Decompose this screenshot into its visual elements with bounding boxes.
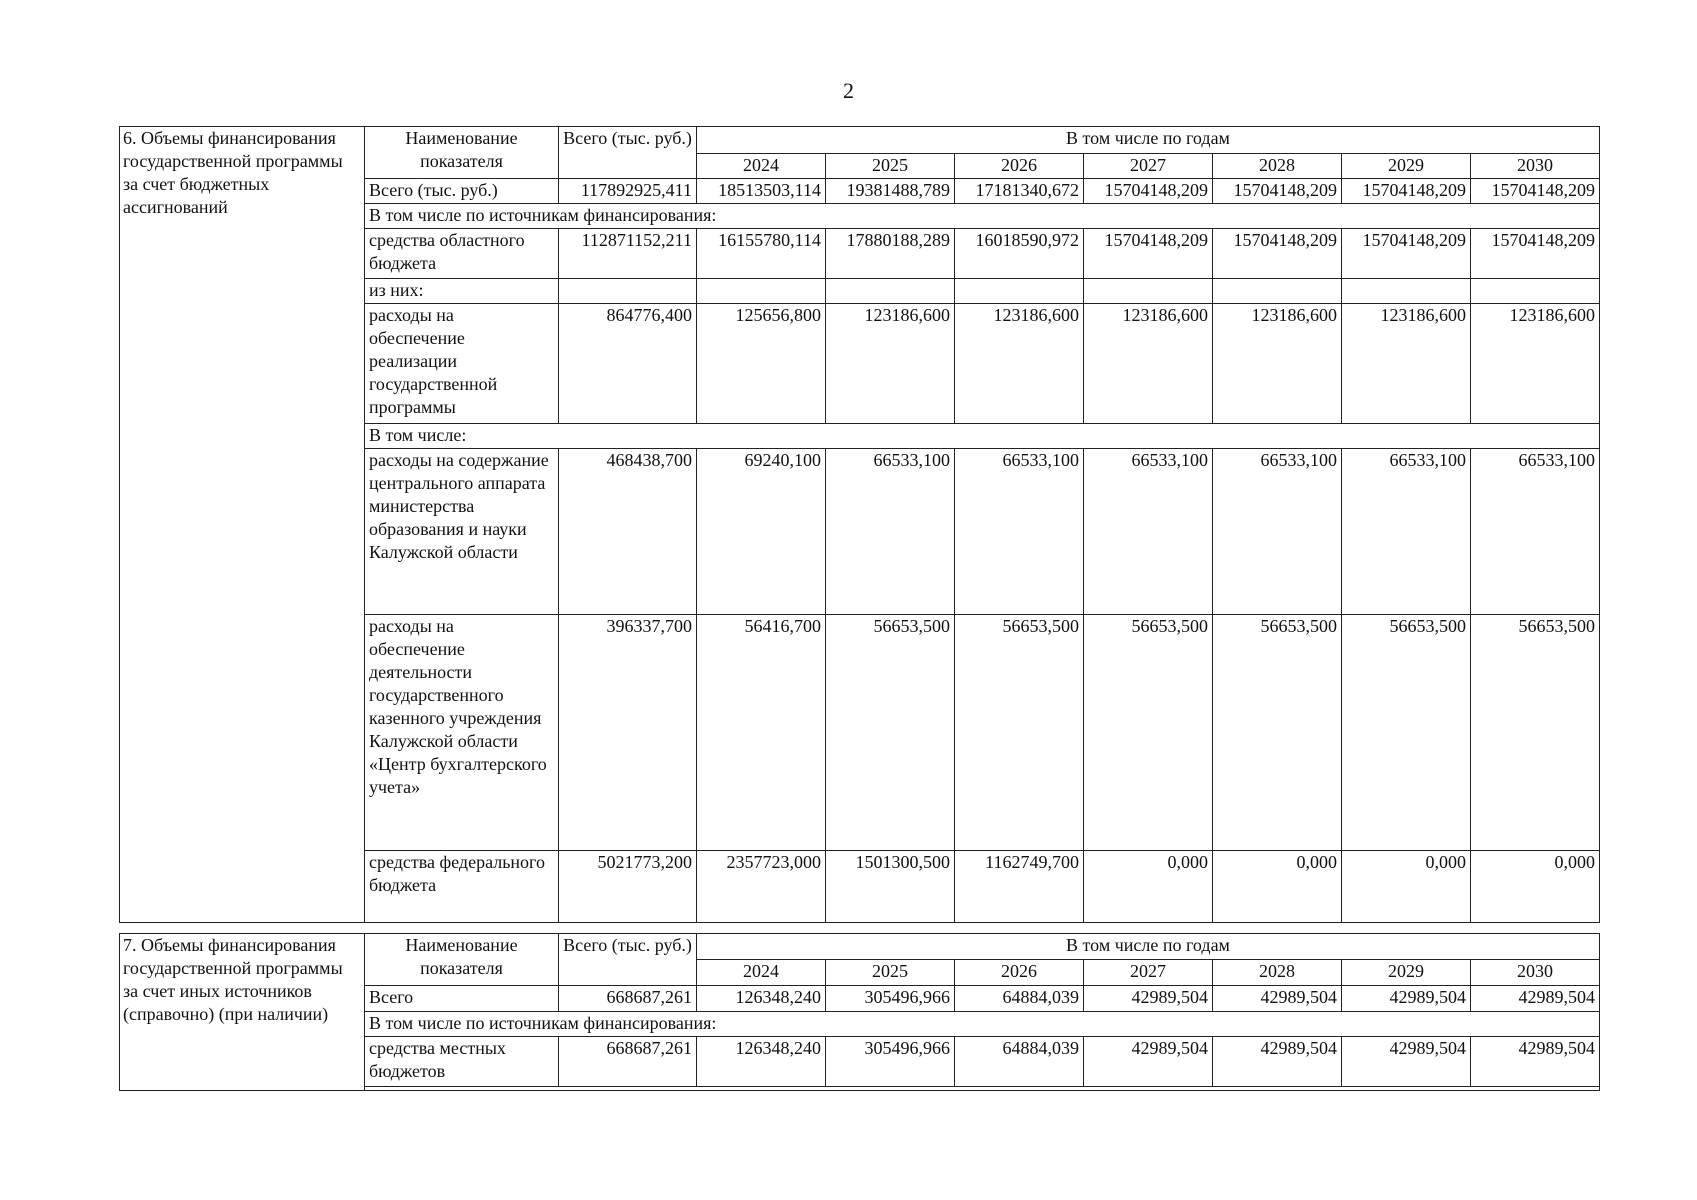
cell-value: 0,000	[1471, 851, 1600, 923]
cell-value: 123186,600	[826, 304, 955, 424]
cell-value: 15704148,209	[1471, 229, 1600, 279]
cell-value: 125656,800	[697, 304, 826, 424]
cell-value: 66533,100	[1084, 449, 1213, 615]
cell-value: 305496,966	[826, 986, 955, 1012]
year-header: 2026	[955, 960, 1084, 986]
page-number: 2	[843, 78, 854, 103]
row-label: средства федерального бюджета	[365, 851, 559, 923]
cell-value: 123186,600	[1084, 304, 1213, 424]
head-total: Всего (тыс. руб.)	[559, 934, 697, 986]
year-header: 2024	[697, 154, 826, 179]
cell-value: 16155780,114	[697, 229, 826, 279]
section-6-table	[119, 126, 1600, 923]
cell-value: 123186,600	[1342, 304, 1471, 424]
cell-value: 17181340,672	[955, 179, 1084, 204]
cell-value: 56653,500	[955, 615, 1084, 851]
year-header: 2029	[1342, 154, 1471, 179]
year-header: 2026	[955, 154, 1084, 179]
cell-value: 15704148,209	[1471, 179, 1600, 204]
cell-value: 66533,100	[1471, 449, 1600, 615]
cell-value: 56653,500	[826, 615, 955, 851]
year-header: 2029	[1342, 960, 1471, 986]
cell-value: 56653,500	[1471, 615, 1600, 851]
cell-value: 56416,700	[697, 615, 826, 851]
cell-value: 56653,500	[1213, 615, 1342, 851]
row-label: средства областного бюджета	[365, 229, 559, 279]
cell-value: 69240,100	[697, 449, 826, 615]
row-total: 468438,700	[559, 449, 697, 615]
cell-value: 15704148,209	[1342, 179, 1471, 204]
sources-label: В том числе по источникам финансирования:	[365, 204, 1600, 229]
row-total: 5021773,200	[559, 851, 697, 923]
cell-value: 2357723,000	[697, 851, 826, 923]
cell-value: 126348,240	[697, 986, 826, 1012]
cell-value: 64884,039	[955, 986, 1084, 1012]
cell-value: 42989,504	[1342, 1037, 1471, 1087]
row-label: Всего	[365, 986, 559, 1012]
cell-value: 123186,600	[1213, 304, 1342, 424]
year-header: 2030	[1471, 960, 1600, 986]
year-header: 2027	[1084, 154, 1213, 179]
year-header: 2030	[1471, 154, 1600, 179]
year-header: 2025	[826, 960, 955, 986]
cell-value: 42989,504	[1471, 1037, 1600, 1087]
cell-value: 18513503,114	[697, 179, 826, 204]
cell-value: 64884,039	[955, 1037, 1084, 1087]
cell-value: 66533,100	[955, 449, 1084, 615]
cell-value: 15704148,209	[1342, 229, 1471, 279]
cell-value: 42989,504	[1084, 986, 1213, 1012]
row-total: 112871152,211	[559, 229, 697, 279]
row-total: 864776,400	[559, 304, 697, 424]
cell-value: 15704148,209	[1213, 229, 1342, 279]
cell-value: 42989,504	[1213, 1037, 1342, 1087]
cell-value: 1162749,700	[955, 851, 1084, 923]
cell-value: 42989,504	[1084, 1037, 1213, 1087]
cell-value: 56653,500	[1084, 615, 1213, 851]
cell-value: 66533,100	[1213, 449, 1342, 615]
row-label: Всего (тыс. руб.)	[365, 179, 559, 204]
including-label: В том числе:	[365, 424, 1600, 449]
section-7-title: 7. Объемы финансирования государственной программы за счет иных источников (справочно) (при наличии)	[120, 934, 365, 1091]
cell-value: 42989,504	[1213, 986, 1342, 1012]
section-7-table	[119, 933, 1600, 1091]
cell-value: 19381488,789	[826, 179, 955, 204]
head-total: Всего (тыс. руб.)	[559, 127, 697, 179]
cell-value: 15704148,209	[1213, 179, 1342, 204]
cell-value: 66533,100	[1342, 449, 1471, 615]
cell-value: 123186,600	[955, 304, 1084, 424]
row-label: расходы на содержание центрального аппарата министерства образования и науки Калужской области	[365, 449, 559, 615]
year-header: 2028	[1213, 960, 1342, 986]
row-total: 668687,261	[559, 986, 697, 1012]
row-label: расходы на обеспечение реализации государственной программы	[365, 304, 559, 424]
sources-label: В том числе по источникам финансирования:	[365, 1012, 1600, 1037]
section-6-title: 6. Объемы финансирования государственной программы за счет бюджетных ассигнований	[120, 127, 365, 923]
cell-value: 42989,504	[1471, 986, 1600, 1012]
cell-value: 56653,500	[1342, 615, 1471, 851]
year-header: 2028	[1213, 154, 1342, 179]
year-header: 2024	[697, 960, 826, 986]
of-which-label: из них:	[365, 279, 559, 304]
cell-value: 1501300,500	[826, 851, 955, 923]
cell-value: 305496,966	[826, 1037, 955, 1087]
cell-value: 0,000	[1342, 851, 1471, 923]
cell-value: 0,000	[1213, 851, 1342, 923]
row-label: расходы на обеспечение деятельности государственного казенного учреждения Калужской области «Центр бухгалтерского учета»	[365, 615, 559, 851]
cell-value: 17880188,289	[826, 229, 955, 279]
cell-value: 0,000	[1084, 851, 1213, 923]
row-total: 396337,700	[559, 615, 697, 851]
row-total: 117892925,411	[559, 179, 697, 204]
head-name: Наименование показателя	[365, 934, 559, 986]
cell-value: 16018590,972	[955, 229, 1084, 279]
head-years: В том числе по годам	[697, 127, 1600, 154]
cell-value: 66533,100	[826, 449, 955, 615]
row-label: средства местных бюджетов	[365, 1037, 559, 1087]
cell-value: 15704148,209	[1084, 179, 1213, 204]
year-header: 2025	[826, 154, 955, 179]
cell-value: 15704148,209	[1084, 229, 1213, 279]
cell-value: 126348,240	[697, 1037, 826, 1087]
cell-value: 42989,504	[1342, 986, 1471, 1012]
row-total: 668687,261	[559, 1037, 697, 1087]
year-header: 2027	[1084, 960, 1213, 986]
head-name: Наименование показателя	[365, 127, 559, 179]
cell-value: 123186,600	[1471, 304, 1600, 424]
head-years: В том числе по годам	[697, 934, 1600, 960]
